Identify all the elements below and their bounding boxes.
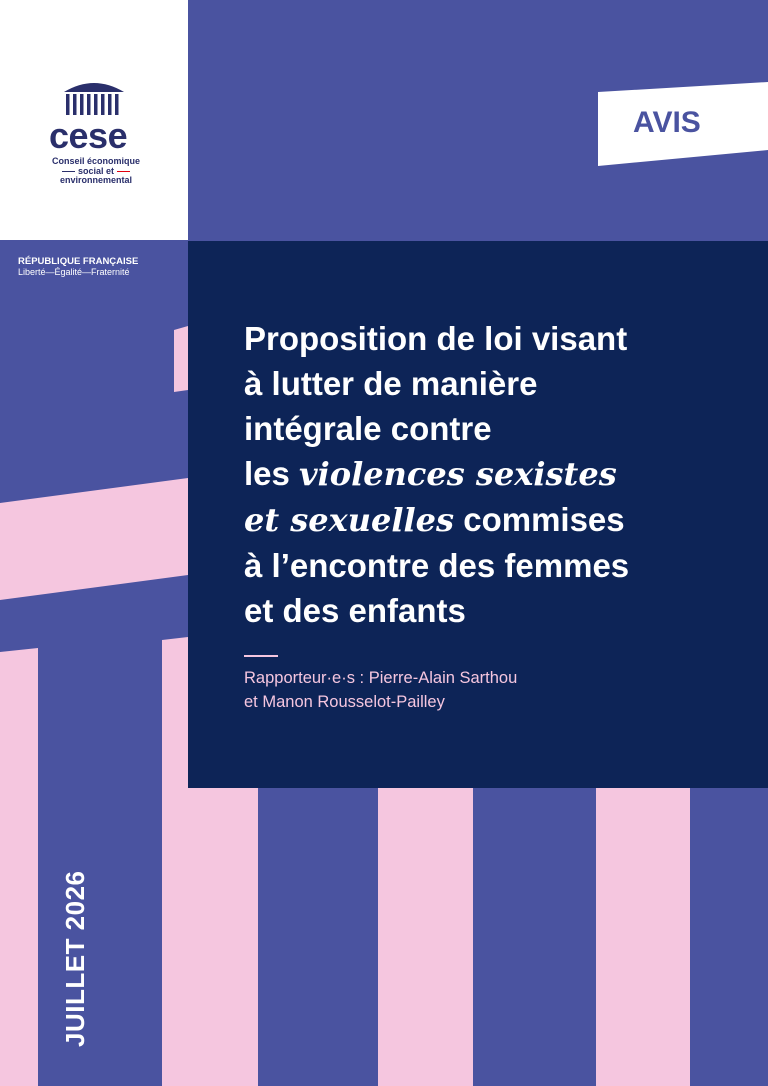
title-line-6: à l’encontre des femmes <box>244 547 630 584</box>
logo-panel <box>0 0 188 240</box>
republique-motto: Liberté—Égalité—Fraternité <box>18 267 130 277</box>
doc-type-label: AVIS <box>633 106 701 139</box>
title-line-5 <box>244 497 744 543</box>
logo-dash-left <box>62 171 75 172</box>
title-divider <box>244 655 278 657</box>
rapporteurs-line-2: et Manon Rousselot-Pailley <box>244 693 445 711</box>
cese-logo-text: cese <box>49 115 128 156</box>
logo-subtitle-line1: Conseil économique <box>51 156 140 166</box>
title-line-4-italic: violences sexistes <box>299 455 617 493</box>
logo-subtitle-line2: social et <box>77 165 115 176</box>
republique-francaise-block <box>18 256 178 278</box>
title-line-5-italic: et sexuelles <box>244 501 455 539</box>
pink-stripe-1 <box>0 648 38 1086</box>
rapporteurs-line-1: Rapporteur·e·s : Pierre-Alain Sarthou <box>244 669 518 687</box>
title-line-4-prefix: les <box>244 455 300 492</box>
logo-subtitle-line3: environnemental <box>59 175 133 185</box>
title-line-2: à lutter de manière <box>244 365 538 402</box>
pink-small-sliver <box>174 326 188 392</box>
logo-dash-right <box>117 171 130 172</box>
publication-date: JUILLET 2026 <box>60 870 90 1047</box>
republique-title: RÉPUBLIQUE FRANÇAISE <box>18 256 139 267</box>
pink-stripe-3 <box>188 788 258 1086</box>
title-line-1: Proposition de loi visant <box>244 320 628 357</box>
pink-stripe-2 <box>162 637 188 1086</box>
document-title <box>244 316 744 633</box>
cese-building-icon <box>62 76 126 120</box>
title-line-3: intégrale contre <box>244 410 492 447</box>
rapporteurs <box>244 666 724 714</box>
cese-logo-subtitle <box>48 157 144 186</box>
pink-stripe-5 <box>596 788 690 1086</box>
title-line-5-suffix: commises <box>454 501 625 538</box>
title-line-4 <box>244 451 744 497</box>
title-line-7: et des enfants <box>244 592 466 629</box>
pink-stripe-4 <box>378 788 473 1086</box>
